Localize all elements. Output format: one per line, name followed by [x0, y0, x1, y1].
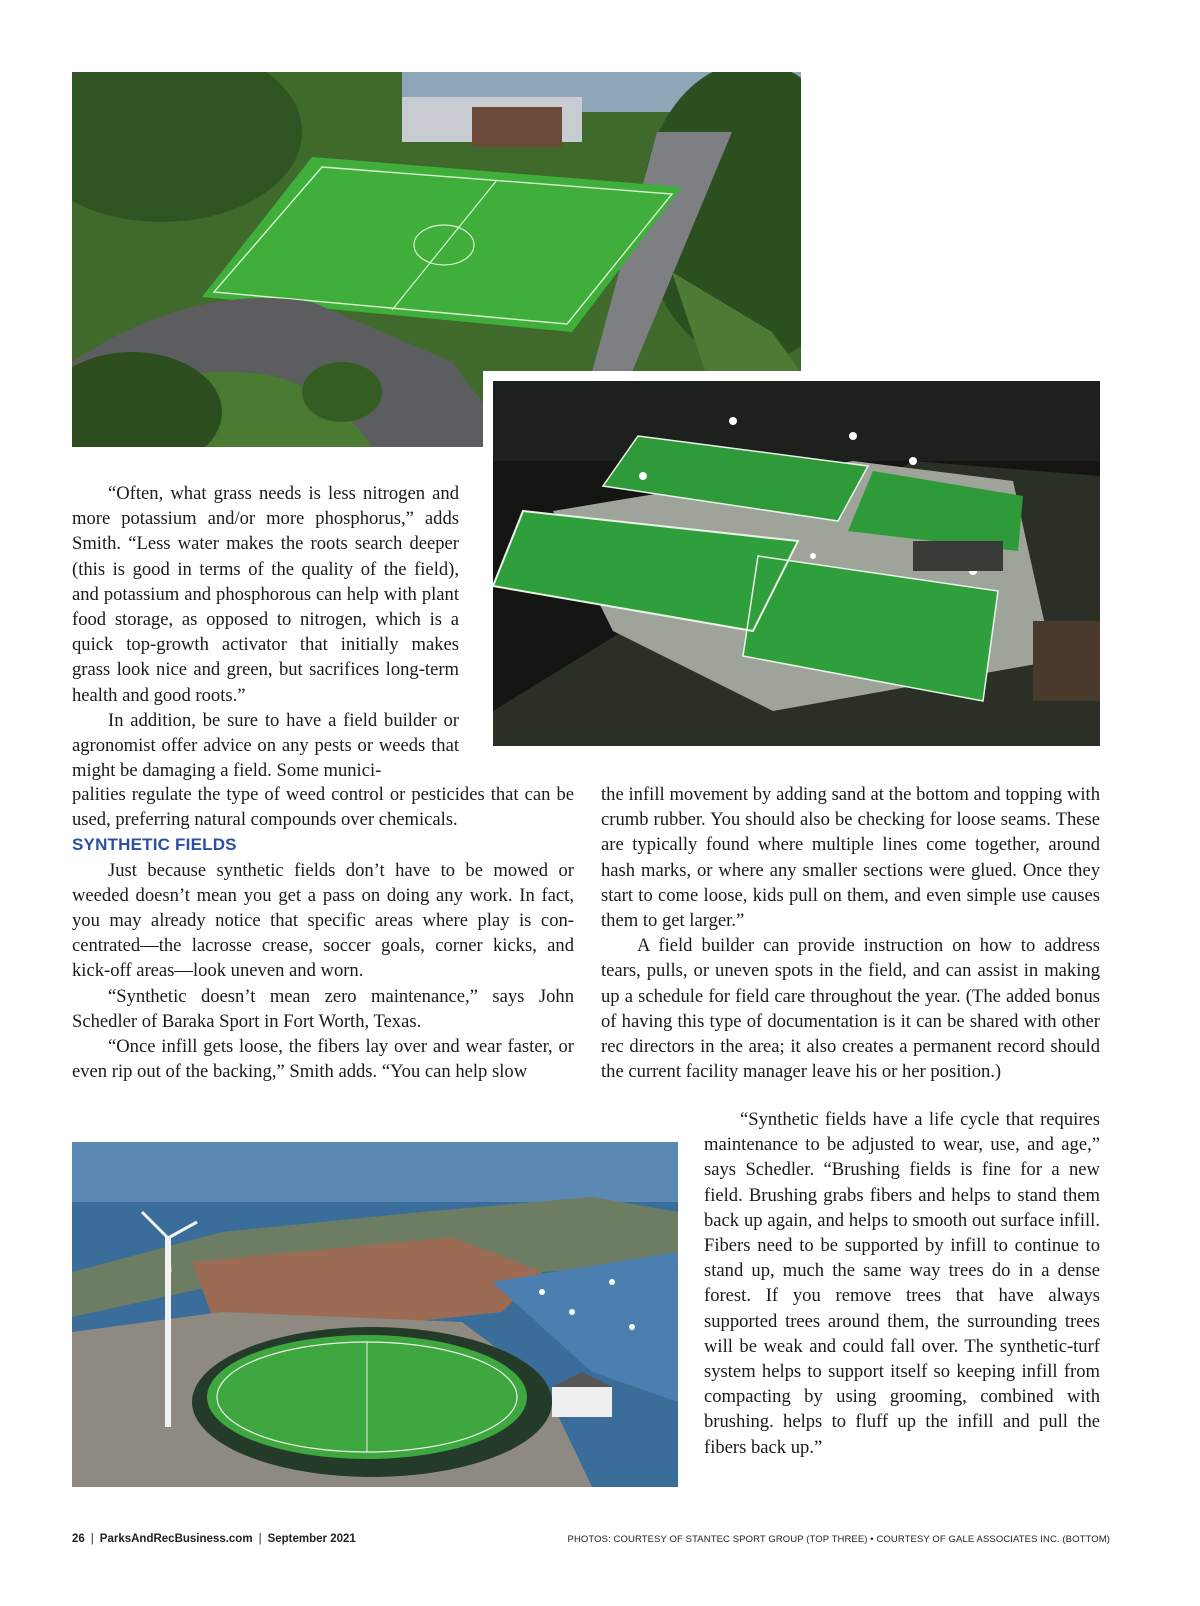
photo-credit: PHOTOS: COURTESY OF STANTEC SPORT GROUP (TOP THREE) • COURTESY OF GALE ASSOCIATES INC. (BOTTOM) [567, 1534, 1110, 1545]
paragraph-grass-needs: “Often, what grass needs is less nitrogen and more potassium and/or more phosphorus,” adds Smith. “Less water makes the roots search deeper (this is good in terms of the quality of the field), and potassium and phosphorous can help with plant food storage, as opposed to nitrogen, which is a quick top-growth activator that initially makes grass look nice and green, but sacrifices long-term health and good roots.” [72, 483, 459, 706]
photo-night-complex [483, 371, 1110, 756]
paragraph-field-builder-a: In addition, be sure to have a field builder or agronomist offer advice on any pests or weeds that might be damaging a field. Some munici- [72, 709, 459, 782]
left-column-lower [72, 782, 574, 1084]
paragraph-life-cycle: “Synthetic fields have a life cycle that requires maintenance to be adjusted to wear, use, and age,” says Schedler. “Brushing fields is fine for a new field. Brushing grabs fibers and helps to stand them back up again, and helps to smooth out surface infill. Fibers need to be supported by infill to continue to stand up, much the same way trees do in a dense forest. If you remove trees that have always supported trees around them, the surrounding trees will be weak and could fall over. The synthetic-turf system helps to support itself so keeping infill from compacting by using grooming, combined with brushing. helps to fluff up the infill and pull the fibers back up.” [704, 1109, 1100, 1458]
paragraph-field-builder-b: palities regulate the type of weed control or pesticides that can be used, preferring natural compounds over chemicals. [72, 784, 574, 831]
photo-coastal-stadium [72, 1142, 678, 1487]
page-number: 26 [72, 1533, 85, 1545]
site-name: ParksAndRecBusiness.com [99, 1533, 253, 1545]
footer-left: 26 | ParksAndRecBusiness.com | September 2021 [72, 1533, 356, 1545]
right-column-lower [704, 1107, 1100, 1460]
paragraph-schedler-quote: “Synthetic doesn’t mean zero maintenance,” says John Schedler of Baraka Sport in Fort Worth, Texas. [72, 985, 574, 1032]
paragraph-synthetic-intro: Just because synthetic fields don’t have to be mowed or weeded doesn’t mean you get a pass on doing any work. In fact, you may already notice that specific areas where play is concentrated—the lacrosse crease, soccer goals, corner kicks, and kick-off areas—look uneven and worn. [72, 859, 574, 982]
left-column-upper [72, 481, 459, 783]
paragraph-field-builder-instruction: A field builder can provide instruction on how to address tears, pulls, or uneven spots in the field, and can assist in making up a schedule for field care throughout the year. (The added bonus of having this type of documentation is it can be shared with other rec directors in the area; it also creates a permanent record should the current facility manager leave his or her position.) [601, 935, 1100, 1083]
issue-date: September 2021 [267, 1533, 356, 1545]
right-column [601, 782, 1100, 1084]
paragraph-infill-loose: “Once infill gets loose, the fibers lay over and wear faster, or even rip out of the backing,” Smith adds. “You can help slow [72, 1036, 574, 1083]
section-heading-synthetic-fields: SYNTHETIC FIELDS [72, 835, 237, 855]
paragraph-infill-movement: the infill movement by adding sand at the bottom and topping with crumb rubber. You should also be checking for loose seams. These are typically found where multiple lines come together, around hash marks, or where any smaller sections were glued. Once they start to come loose, kids pull on them, and even simple use causes them to get larger.” [601, 784, 1100, 932]
